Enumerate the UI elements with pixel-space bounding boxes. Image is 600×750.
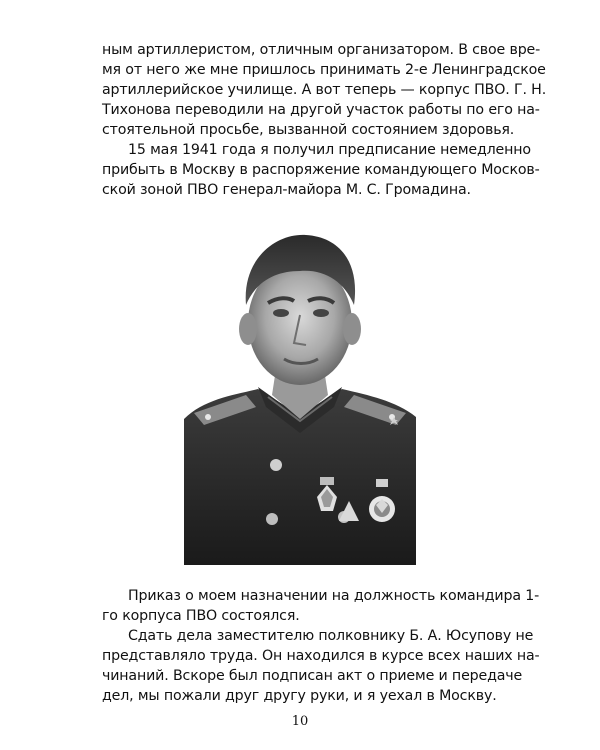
paragraph-line: го корпуса ПВО состоялся. bbox=[102, 608, 300, 624]
paragraph-line: Сдать дела заместителю полковнику Б. А. Юсупову не bbox=[128, 628, 534, 644]
paragraph-line: 15 мая 1941 года я получил предписание немедленно bbox=[128, 142, 531, 158]
text-block-bottom bbox=[102, 586, 540, 706]
paragraph-line: ным артиллеристом, отличным организатором. В свое вре- bbox=[102, 42, 541, 58]
paragraph-line: представляло труда. Он находился в курсе всех наших на- bbox=[102, 648, 540, 664]
paragraph-line: чинаний. Вскоре был подписан акт о приеме и передаче bbox=[102, 668, 523, 684]
paragraph-line: мя от него же мне пришлось принимать 2-е Ленинградское bbox=[102, 62, 546, 78]
paragraph-line: дел, мы пожали друг другу руки, и я уехал в Москву. bbox=[102, 688, 497, 704]
paragraph-line: стоятельной просьбе, вызванной состоянием здоровья. bbox=[102, 122, 515, 138]
text-block-top bbox=[102, 40, 547, 200]
paragraph-line: ской зоной ПВО генерал-майора М. С. Громадина. bbox=[102, 182, 471, 198]
paragraph-line: Тихонова переводили на другой участок работы по его на- bbox=[102, 102, 540, 118]
portrait-photo bbox=[184, 219, 416, 565]
paragraph-line: Приказ о моем назначении на должность командира 1- bbox=[128, 588, 540, 604]
paragraph-line: артиллерийское училище. А вот теперь — корпус ПВО. Г. Н. bbox=[102, 82, 547, 98]
paragraph-line: прибыть в Москву в распоряжение командующего Москов- bbox=[102, 162, 540, 178]
page-number: 10 bbox=[291, 714, 309, 729]
